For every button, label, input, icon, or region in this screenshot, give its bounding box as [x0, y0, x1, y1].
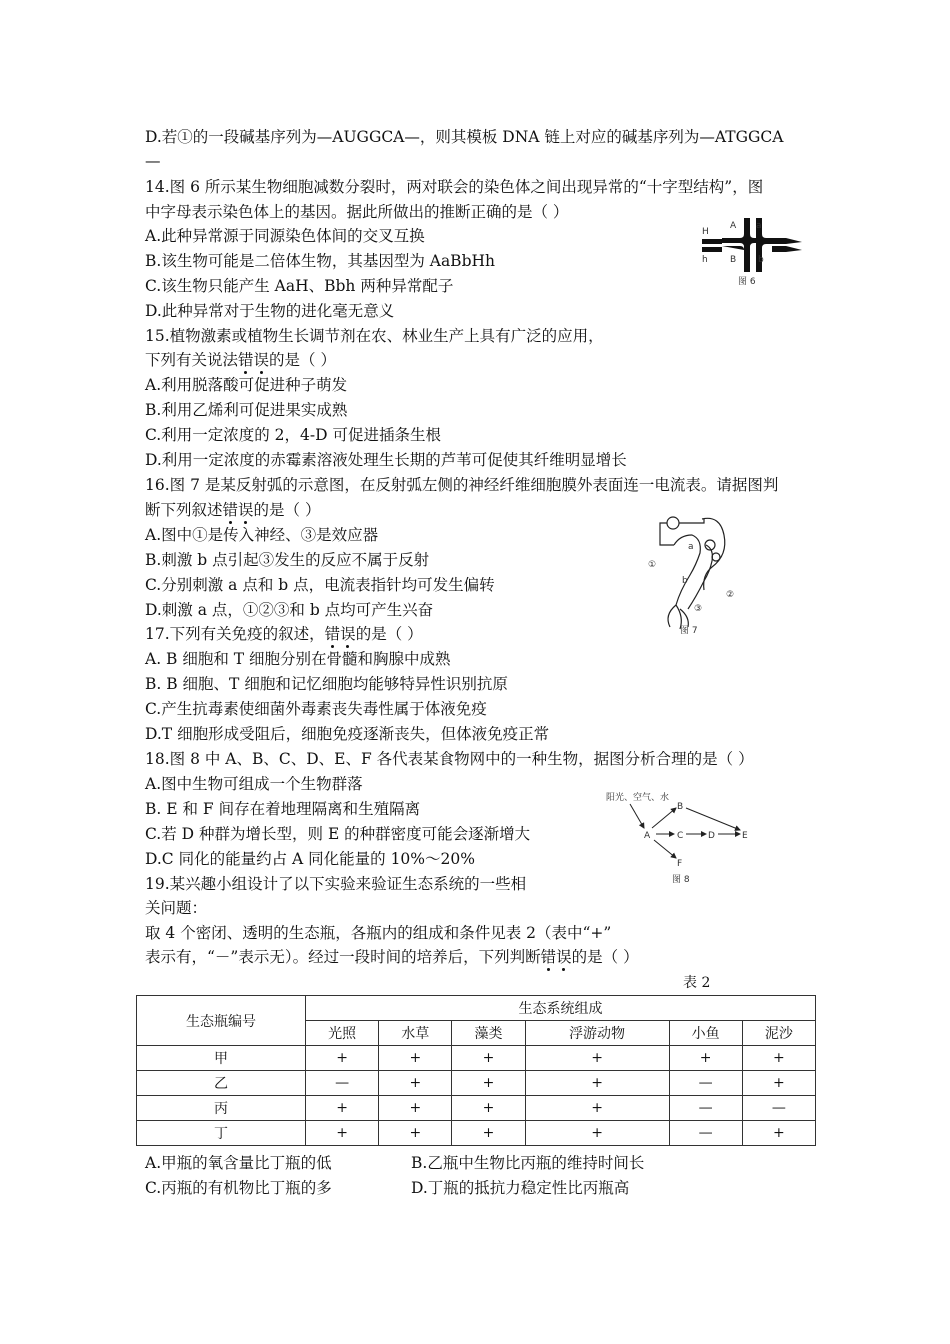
emphasis-wrong: 错误	[222, 501, 254, 519]
fig7-label-a: a	[688, 542, 694, 552]
fig7-label-3: ③	[694, 604, 703, 614]
q16-stem-line1: 16.图 7 是某反射弧的示意图，在反射弧左侧的神经纤维细胞膜外表面连一电流表。请据图判	[145, 476, 779, 494]
q14-option-c: C.该生物只能产生 AaH、Bbh 两种异常配子	[145, 277, 454, 295]
table-row	[137, 1096, 816, 1121]
figure-7-reflex-arc	[640, 505, 750, 640]
q15-option-c: C.利用一定浓度的 2，4-D 可促进插条生根	[145, 426, 441, 444]
arrow-A-to-B	[652, 808, 676, 828]
table-column-header: 光照	[306, 1021, 379, 1046]
q13-option-d-line2: —	[145, 152, 161, 170]
q16-option-b: B.刺激 b 点引起③发生的反应不属于反射	[145, 551, 430, 569]
fig7-label-b: b	[682, 576, 688, 586]
synapse-icon	[712, 553, 720, 561]
gene-label-H: H	[702, 227, 709, 237]
q19-stem-line1: 19.某兴趣小组设计了以下实验来验证生态系统的一些相	[145, 875, 527, 893]
q16-option-d: D.刺激 a 点，①②③和 b 点均可产生兴奋	[145, 601, 434, 619]
ammeter-lead-right	[679, 519, 704, 523]
table-cell: +	[379, 1046, 452, 1071]
table-column-header: 藻类	[452, 1021, 525, 1046]
fig7-label-2: ②	[726, 590, 735, 600]
q18-stem: 18.图 8 中 A、B、C、D、E、F 各代表某食物网中的一种生物，据图分析合理的是（ ）	[145, 750, 754, 768]
q15-option-d: D.利用一定浓度的赤霉素溶液处理生长期的芦苇可促使其纤维明显增长	[145, 451, 627, 469]
q19-option-b: B.乙瓶中生物比丙瓶的维持时间长	[411, 1154, 645, 1172]
q19-option-d: D.丁瓶的抵抗力稳定性比丙瓶高	[411, 1179, 630, 1197]
table-cell: +	[306, 1121, 379, 1146]
figure-6-caption: 图 6	[738, 277, 756, 287]
table-cell: +	[379, 1121, 452, 1146]
table-row-header: 生态瓶编号	[137, 996, 306, 1046]
q14-stem-line1: 14.图 6 所示某生物细胞减数分裂时，两对联会的染色体之间出现异常的“十字型结构”，图	[145, 178, 764, 196]
node-D: D	[708, 831, 715, 841]
figure-8-caption: 图 8	[672, 875, 690, 885]
q16-option-c: C.分别刺激 a 点和 b 点，电流表指针均可发生偏转	[145, 576, 495, 594]
table-cell: —	[669, 1121, 742, 1146]
emphasis-wrong: 错误	[540, 948, 572, 966]
q15-stem-line2: 下列有关说法错误的是（ ）	[145, 351, 336, 369]
ammeter-icon	[667, 517, 679, 529]
efferent-nerve	[688, 545, 712, 609]
chromosome-h-lower	[702, 247, 722, 252]
node-B: B	[677, 802, 684, 812]
node-A: A	[644, 831, 651, 841]
q14-option-a: A.此种异常源于同源染色体间的交叉互换	[145, 227, 425, 245]
gene-label-a: a	[756, 221, 762, 231]
q15-option-a: A.利用脱落酸可促进种子萌发	[145, 376, 348, 394]
table-cell: +	[525, 1121, 669, 1146]
gene-label-B: B	[730, 255, 737, 265]
fig7-label-1: ①	[648, 560, 657, 570]
node-F: F	[677, 859, 683, 869]
ammeter-lead-left	[660, 523, 674, 545]
figure-7-caption: 图 7	[680, 626, 698, 636]
gene-label-b: b	[758, 255, 764, 265]
q17-option-b: B. B 细胞、T 细胞和记忆细胞均能够特异性识别抗原	[145, 675, 508, 693]
table-cell: +	[306, 1046, 379, 1071]
table-cell: +	[452, 1096, 525, 1121]
gene-label-A: A	[730, 221, 737, 231]
emphasis-wrong: 错误	[238, 351, 270, 369]
table-cell: +	[742, 1046, 815, 1071]
arrow-source-to-A	[630, 804, 644, 828]
q13-option-d-line1: D.若①的一段碱基序列为—AUGGCA—，则其模板 DNA 链上对应的碱基序列为—ATGGCA	[145, 128, 784, 146]
table-cell: +	[669, 1046, 742, 1071]
q14-stem-line2: 中字母表示染色体上的基因。据此所做出的推断正确的是（ ）	[145, 203, 569, 221]
q18-option-b: B. E 和 F 间存在着地理隔离和生殖隔离	[145, 800, 421, 818]
figure-6-chromosome-cross	[690, 212, 810, 292]
bottle-name: 丁	[137, 1121, 306, 1146]
q19-stem-line4: 表示有，“－”表示无）。经过一段时间的培养后，下列判断错误的是（ ）	[145, 948, 639, 966]
table-group-header: 生态系统组成	[306, 996, 816, 1021]
figure-8-food-web	[600, 788, 760, 888]
q15-stem-line1: 15.植物激素或植物生长调节剂在农、林业生产上具有广泛的应用，	[145, 327, 604, 345]
table-cell: —	[742, 1096, 815, 1121]
q17-stem: 17.下列有关免疫的叙述，错误的是（ ）	[145, 625, 423, 643]
table-cell: +	[452, 1071, 525, 1096]
q17-option-a: A. B 细胞和 T 细胞分别在骨髓和胸腺中成熟	[145, 650, 451, 668]
table-cell: +	[525, 1046, 669, 1071]
table-cell: +	[525, 1071, 669, 1096]
table-cell: +	[379, 1071, 452, 1096]
ecosystem-bottle-table	[136, 995, 816, 1146]
bottle-name: 丙	[137, 1096, 306, 1121]
bottle-name: 乙	[137, 1071, 306, 1096]
table-cell: —	[669, 1071, 742, 1096]
arrow-A-to-F	[654, 840, 676, 858]
q19-option-a: A.甲瓶的氧含量比丁瓶的低	[145, 1154, 332, 1172]
table-cell: +	[525, 1096, 669, 1121]
q16-stem-line2: 断下列叙述错误的是（ ）	[145, 501, 321, 519]
table-cell: +	[306, 1096, 379, 1121]
table-row	[137, 1121, 816, 1146]
q19-option-c: C.丙瓶的有机物比丁瓶的多	[145, 1179, 332, 1197]
node-E: E	[742, 831, 748, 841]
q16-option-a: A.图中①是传入神经、③是效应器	[145, 526, 379, 544]
q19-stem-line3: 取 4 个密闭、透明的生态瓶，各瓶内的组成和条件见表 2（表中“+”	[145, 924, 612, 942]
q19-stem-line2: 关问题：	[145, 899, 208, 917]
gene-label-h: h	[702, 255, 708, 265]
q18-option-a: A.图中生物可组成一个生物群落	[145, 775, 363, 793]
q18-option-d: D.C 同化的能量约占 A 同化能量的 10%～20%	[145, 850, 475, 868]
table-cell: +	[742, 1071, 815, 1096]
table-cell: +	[452, 1046, 525, 1071]
chromosome-h-upper	[702, 239, 722, 244]
food-web-source-label: 阳光、空气、水	[606, 793, 670, 803]
table-cell: —	[306, 1071, 379, 1096]
q15-option-b: B.利用乙烯利可促进果实成熟	[145, 401, 348, 419]
q17-option-c: C.产生抗毒素使细菌外毒素丧失毒性属于体液免疫	[145, 700, 487, 718]
q18-option-c: C.若 D 种群为增长型，则 E 的种群密度可能会逐渐增大	[145, 825, 531, 843]
table-row	[137, 1071, 816, 1096]
table-row	[137, 1046, 816, 1071]
table-column-header: 浮游动物	[525, 1021, 669, 1046]
emphasis-wrong: 错误	[324, 625, 356, 643]
node-C: C	[677, 831, 684, 841]
q17-option-d: D.T 细胞形成受阻后，细胞免疫逐渐丧失，但体液免疫正常	[145, 725, 550, 743]
arrow-B-to-E	[686, 808, 740, 830]
q14-option-d: D.此种异常对于生物的进化毫无意义	[145, 302, 395, 320]
table-cell: +	[452, 1121, 525, 1146]
table-column-header: 小鱼	[669, 1021, 742, 1046]
table-cell: —	[669, 1096, 742, 1121]
bottle-name: 甲	[137, 1046, 306, 1071]
q14-option-b: B.该生物可能是二倍体生物，其基因型为 AaBbHh	[145, 252, 495, 270]
table-cell: +	[742, 1121, 815, 1146]
table-2-title: 表 2	[683, 975, 711, 991]
table-cell: +	[379, 1096, 452, 1121]
table-column-header: 水草	[379, 1021, 452, 1046]
table-column-header: 泥沙	[742, 1021, 815, 1046]
